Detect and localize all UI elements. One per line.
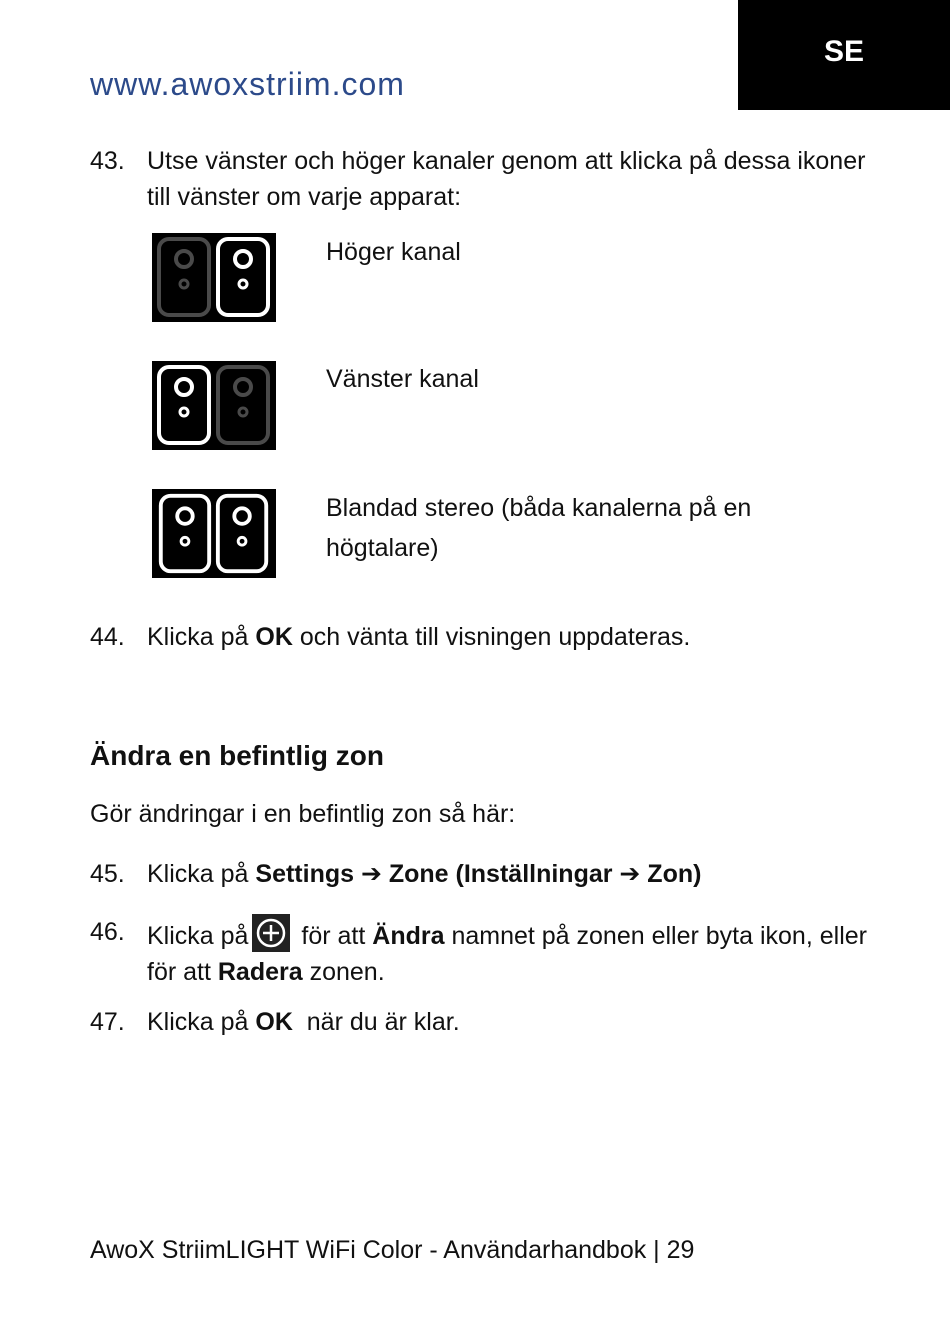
- step-number: 47.: [90, 1008, 125, 1036]
- page-footer: AwoX StriimLIGHT WiFi Color - Användarhandbok | 29: [90, 1236, 695, 1264]
- speaker-stereo-mix-icon: [152, 489, 276, 578]
- ok-label: OK: [255, 1008, 293, 1036]
- edit-label: Ändra: [372, 922, 445, 950]
- section-intro: Gör ändringar i en befintlig zon så här:: [90, 800, 516, 828]
- delete-label: Radera: [217, 958, 303, 986]
- step-text: Klicka på OK och vänta till visningen uppdateras.: [147, 623, 691, 651]
- language-tab: [738, 0, 950, 110]
- settings-path: Settings ➔ Zone (Inställningar ➔ Zon): [255, 860, 702, 888]
- language-code: SE: [823, 35, 865, 68]
- step-text: Klicka på Settings ➔ Zone (Inställningar ➔ Zon): [147, 860, 702, 888]
- speaker-left-channel-icon: [152, 361, 276, 450]
- channel-label-right: Höger kanal: [326, 238, 461, 266]
- step-number: 45.: [90, 860, 125, 888]
- step-text: Klicka på för att Ändra namnet på zonen eller byta ikon, eller för att Radera zonen.: [147, 914, 877, 990]
- channel-label-left: Vänster kanal: [326, 365, 479, 393]
- step-text: Utse vänster och höger kanaler genom att klicka på dessa ikoner till vänster om varje apparat:: [147, 147, 866, 211]
- plus-circle-icon: [252, 914, 290, 952]
- step-number: 46.: [90, 918, 125, 946]
- channel-label-stereo: Blandad stereo (båda kanalerna på en högtalare): [326, 494, 752, 562]
- step-text: Klicka på OK när du är klar.: [147, 1008, 460, 1036]
- step-number: 43.: [90, 147, 125, 175]
- ok-label: OK: [255, 623, 293, 651]
- speaker-right-channel-icon: [152, 233, 276, 322]
- site-url: www.awoxstriim.com: [90, 66, 405, 102]
- section-heading: Ändra en befintlig zon: [90, 740, 384, 771]
- step-number: 44.: [90, 623, 125, 651]
